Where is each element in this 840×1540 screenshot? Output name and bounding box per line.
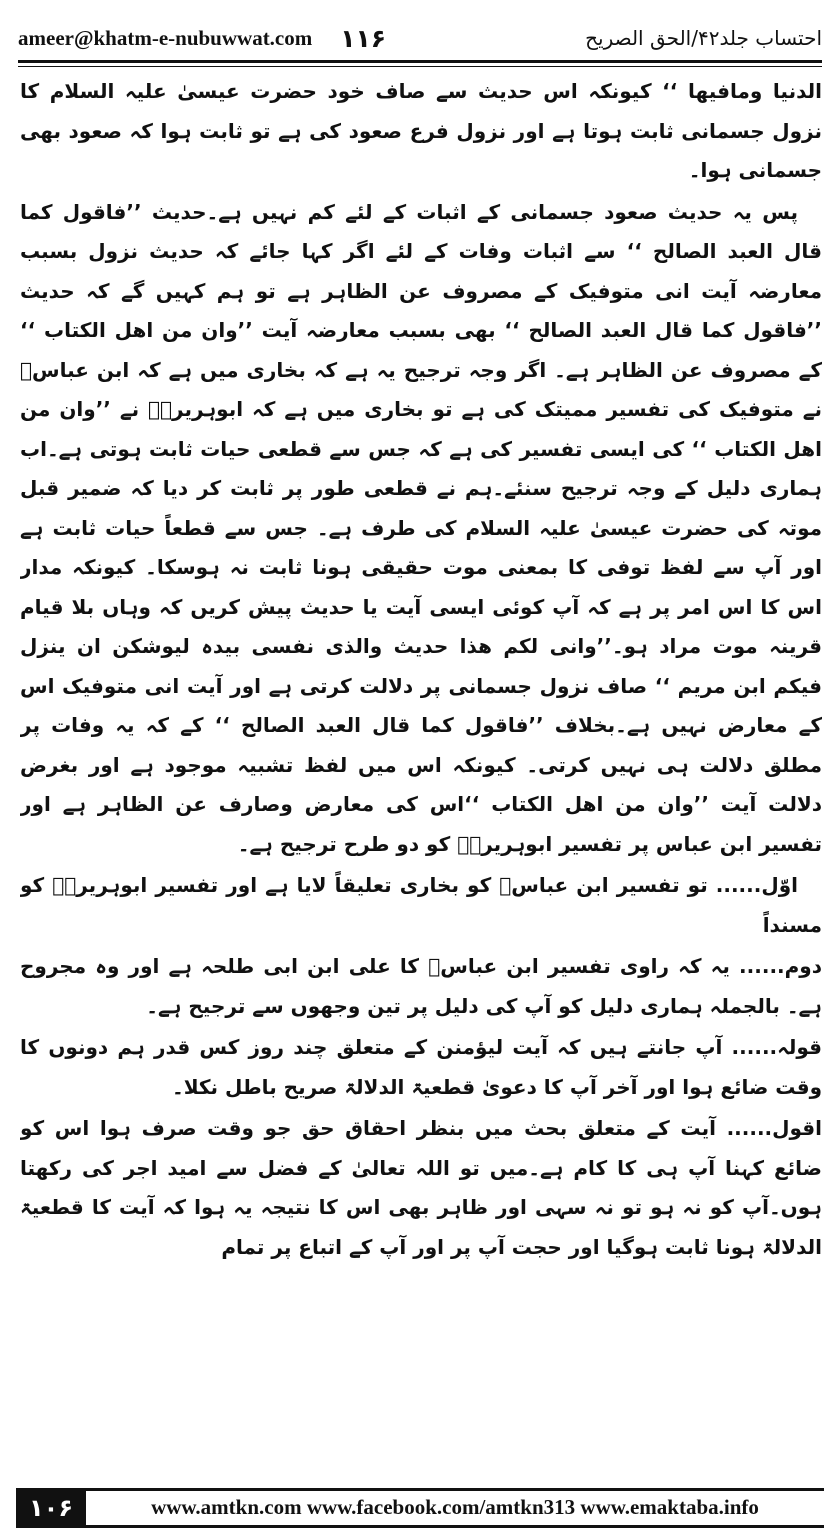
- footer-page-number: ۱۰۶: [16, 1488, 86, 1528]
- paragraph-doum: دوم...... یہ کہ راوی تفسیر ابن عباسؓ کا علی ابن ابی طلحہ ہے اور وہ مجروح ہے۔ بالجملہ ہماری دلیل کو آپ کی دلیل پر تین وجھوں سے ترجیح ہے۔: [20, 954, 822, 1018]
- header-page-number: ۱۱۶: [340, 23, 387, 53]
- header-rule-thin: [18, 66, 822, 67]
- footer-bar: [86, 1488, 824, 1528]
- paragraph-awwal: اوّل...... تو تفسیر ابن عباسؓ کو بخاری تعلیقاً لایا ہے اور تفسیر ابوہریرہؓ کو مسنداً: [20, 873, 822, 937]
- header-rule-thick: [18, 60, 822, 63]
- paragraph-qaulahu: قولہ...... آپ جانتے ہیں کہ آیت لیؤمنن کے متعلق چند روز کس قدر ہم دونوں کا وقت ضائع ہوا اور آخر آپ کا دعویٰ قطعیۃ الدلالۃ صریح باطل نکلا۔: [20, 1035, 822, 1099]
- footer-urls[interactable]: www.amtkn.com www.facebook.com/amtkn313 www.emaktaba.info: [151, 1495, 759, 1519]
- page-footer: [16, 1488, 824, 1528]
- paragraph-aqulu: اقول...... آیت کے متعلق بحث میں بنظر احقاق حق جو وقت صرف ہوا اس کو ضائع کہنا آپ ہی کا کام ہے۔میں تو اللہ تعالیٰ کے فضل سے امید اجر کی رکھتا ہوں۔آپ کو نہ ہو تو نہ سہی اور ظاہر بھی اس کا نتیجہ یہ ہوا کہ آیت کا قطعیۃ الدلالۃ ہونا ثابت ہوگیا اور حجت آپ پر اور آپ کے اتباع پر تمام: [20, 1116, 822, 1259]
- header-email[interactable]: ameer@khatm-e-nubuwwat.com: [18, 25, 313, 50]
- paragraph-2: پس یہ حدیث صعود جسمانی کے اثبات کے لئے کم نہیں ہے۔حدیث ’’فاقول کما قال العبد الصالح ‘‘ سے اثبات وفات کے لئے اگر کہا جائے کہ حدیث نزول بسبب معارضہ آیت انی متوفیک کے مصروف عن الظاہر ہے تو ہم کہیں گے کہ حدیث ’’فاقول کما قال العبد الصالح ‘‘ بھی بسبب معارضہ آیت ’’وان من اھل الکتاب ‘‘ کے مصروف عن الظاہر ہے۔ اگر وجہ ترجیح یہ ہے کہ بخاری میں ہے کہ ابن عباسؓ نے متوفیک کی تفسیر ممیتک کی ہے تو بخاری میں ہے کہ ابوہریرہؓ نے ’’وان من اھل الکتاب ‘‘ کی ایسی تفسیر کی ہے کہ جس سے قطعی حیات ثابت ہوتی ہے۔اب ہماری دلیل کے وجہ ترجیح سنئے۔ہم نے قطعی طور پر ثابت کر دیا کہ ضمیر قبل موتہ کی حضرت عیسیٰ علیہ السلام کی طرف ہے۔ جس سے قطعاً حیات ثابت ہے اور آپ سے لفظ توفی کا بمعنی موت حقیقی ہونا ثابت نہ ہوسکا۔ کیونکہ مدار اس کا اس امر پر ہے کہ آپ کوئی ایسی آیت یا حدیث پیش کریں کہ وہاں بلا قیام قرینہ موت مراد ہو۔’’وانی لکم ھذا حدیث والذی نفسی بیدہ لیوشکن ان ینزل فیکم ابن مریم ‘‘ صاف نزول جسمانی پر دلالت کرتی ہے اور آیت انی متوفیک اس کے معارض نہیں ہے۔بخلاف ’’فاقول کما قال العبد الصالح ‘‘ کے کہ یہ وفات پر مطلق دلالت ہی نہیں کرتی۔ کیونکہ اس میں لفظ تشبیہ موجود ہے اور بغرض دلالت آیت ’’وان من اھل الکتاب ‘‘اس کی معارض وصارف عن الظاہر ہے اور تفسیر ابن عباس پر تفسیر ابوہریرہؓ کو دو طرح ترجیح ہے۔: [20, 199, 822, 856]
- paragraph-1: الدنیا ومافیھا ‘‘ کیونکہ اس حدیث سے صاف خود حضرت عیسیٰ علیہ السلام کا نزول جسمانی ثابت ہوتا ہے اور نزول فرع صعود کی ہے تو ثابت ہوا کہ صعود بھی جسمانی ہوا۔: [20, 79, 822, 182]
- header-book-title: احتساب جلد۴۲/الحق الصریح: [585, 26, 822, 50]
- page-header: [18, 18, 822, 58]
- page-body: [20, 72, 822, 1448]
- header-left-group: [18, 24, 386, 53]
